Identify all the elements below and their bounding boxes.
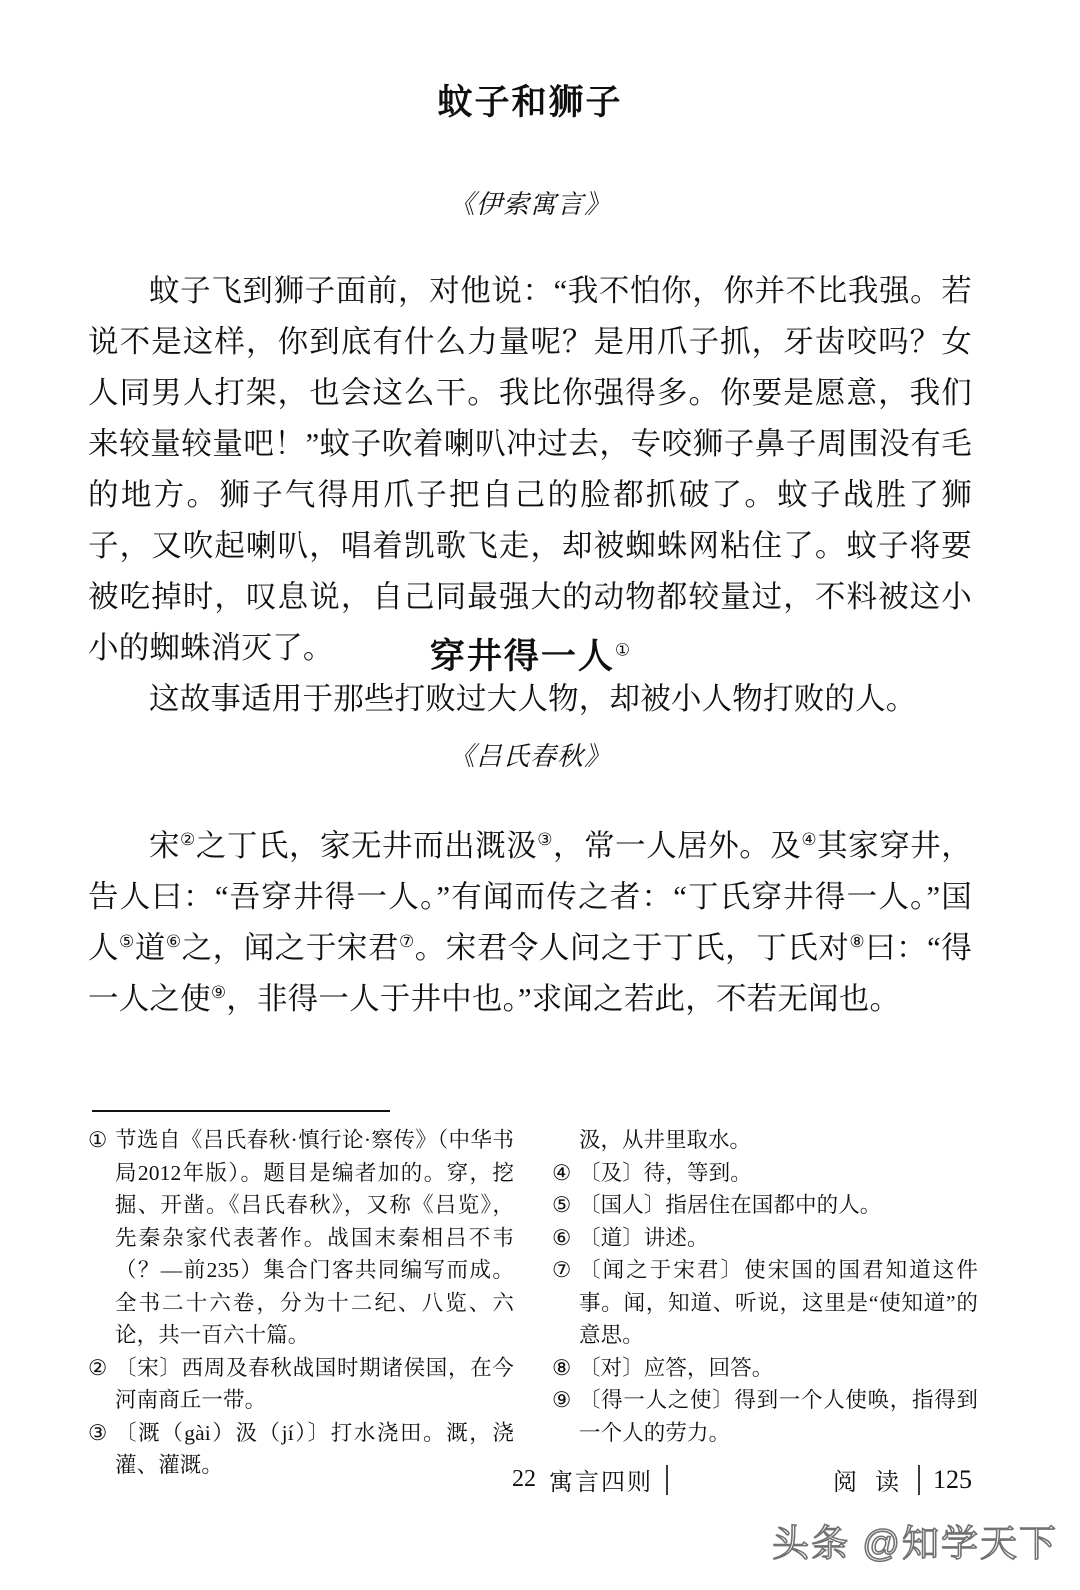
footnote-separator-rule: [92, 1110, 390, 1112]
paragraph-text: ，非得一人于井中也。”求闻之若此，不若无闻也。: [226, 982, 901, 1016]
footnote-column-left: [88, 1124, 514, 1482]
footnote-text: 〔溉（gài）汲（jí）〕打水浇田。溉，浇灌、灌溉。: [115, 1420, 514, 1477]
footnote-marker: ⑧: [552, 1355, 572, 1380]
footnote-item: [552, 1157, 978, 1190]
footnote-marker: ①: [88, 1128, 108, 1152]
footnote-text: 〔宋〕西周及春秋战国时期诸侯国，在今河南商丘一带。: [115, 1355, 514, 1412]
paragraph-text: 。宋君令人问之于丁氏，丁氏对: [414, 931, 850, 965]
footnote-marker: ⑨: [552, 1388, 572, 1412]
footnote-item: [552, 1384, 978, 1449]
footnote-ref-③: ③: [537, 829, 554, 849]
footnote-text: 〔国人〕指居住在国都中的人。: [579, 1193, 882, 1217]
footnote-ref-⑤: ⑤: [119, 931, 135, 951]
footer-section-group: [833, 1462, 972, 1497]
footnote-item: [552, 1254, 978, 1352]
footnote-marker: ③: [88, 1420, 108, 1445]
watermark: 头条 @知学天下: [772, 1523, 1058, 1564]
paragraph-text: 道: [134, 931, 166, 965]
paragraph: [88, 821, 972, 1025]
paragraph-text: 之丁氏，家无井而出溉汲: [195, 829, 538, 863]
footnote-continuation: 汲，从井里取水。: [579, 1128, 752, 1152]
footnote-item: [88, 1124, 514, 1352]
footnote-item: [552, 1222, 978, 1255]
footnote-ref-④: ④: [801, 829, 818, 849]
footnote-item: [552, 1189, 978, 1222]
footnote-ref-1: ①: [614, 640, 631, 660]
footer-chapter: [512, 1462, 668, 1497]
footnote-ref-⑦: ⑦: [398, 931, 415, 951]
paragraph: 这故事适用于那些打败过大人物，却被小人物打败的人。: [149, 682, 917, 716]
paragraph: 蚊子飞到狮子面前，对他说：“我不怕你，你并不比我强。若说不是这样，你到底有什么力量呢？是用爪子抓，牙齿咬吗？女人同男人打架，也会这么干。我比你强得多。你要是愿意，我们来较量较量吧！”蚊子吹着喇叭冲过去，专咬狮子鼻子周围没有毛的地方。狮子气得用爪子把自己的脸都抓破了。蚊子战胜了狮子，又吹起喇叭，唱着凯歌飞走，却被蜘蛛网粘住了。蚊子将要被吃掉时，叹息说，自己同最强大的动物都较量过，不料被这小小的蜘蛛消灭了。: [88, 274, 972, 665]
footnote-text: 节选自《吕氏春秋·慎行论·察传》（中华书局2012年版）。题目是编者加的。穿，挖掘、开凿。《吕氏春秋》，又称《吕览》，先秦杂家代表著作。战国末秦相吕不韦（？—前235）集合门客共同编写而成。全书二十六卷，分为十二纪、八览、六论，共一百六十篇。: [115, 1128, 514, 1347]
article-mosquito-and-lion: [88, 82, 972, 725]
footnote-marker: ⑤: [552, 1193, 572, 1217]
footnotes-section: [88, 1124, 978, 1482]
footnote-text: 〔道〕讲述。: [579, 1225, 709, 1250]
page-number: 125: [933, 1464, 972, 1494]
page-footer: [88, 1462, 972, 1496]
footer-divider: [918, 1465, 920, 1495]
paragraph-text: ，常一人居外。及: [553, 829, 802, 863]
footnote-item: [552, 1352, 978, 1385]
paragraph-text: 之，闻之于宋君: [181, 931, 399, 965]
paragraph-text: 其家穿井，告人曰：“吾穿井得一人。”有闻而传之者：“丁氏穿井得一人。”国人: [88, 829, 972, 965]
article-source: 《伊索寓言》: [448, 190, 611, 219]
footnote-marker: ⑦: [552, 1258, 572, 1282]
paragraph-text: 宋: [149, 829, 181, 863]
footer-chapter-title: 寓言四则: [549, 1470, 653, 1496]
footnote-ref-②: ②: [180, 829, 196, 849]
footnote-ref-⑨: ⑨: [210, 982, 227, 1002]
paragraph-text: 曰：“得一人之使: [88, 931, 972, 1016]
article-title-text: 蚊子和狮子: [437, 83, 623, 122]
article-title: [88, 636, 972, 678]
footnote-text: 〔闻之于宋君〕使宋国的国君知道这件事。闻，知道、听说，这里是“使知道”的意思。: [579, 1258, 978, 1347]
article-title-text: 穿井得一人: [429, 637, 615, 676]
article-digging-a-well: [88, 636, 972, 1025]
footnote-ref-⑥: ⑥: [165, 931, 182, 951]
footnote-marker: ⑥: [552, 1225, 572, 1250]
article-title: [88, 82, 972, 124]
footer-section-label: 阅 读: [833, 1470, 905, 1496]
article-body: [88, 821, 972, 1025]
footnote-item: [88, 1352, 514, 1417]
footer-chapter-number: 22: [512, 1466, 536, 1492]
footnote-text: 〔对〕应答，回答。: [579, 1355, 774, 1380]
footnote-ref-⑧: ⑧: [849, 931, 866, 951]
footer-divider: [666, 1465, 668, 1495]
footnote-column-right: [552, 1124, 978, 1482]
footnote-text: 〔及〕待，等到。: [579, 1160, 752, 1185]
article-source: 《吕氏春秋》: [448, 742, 611, 771]
footnote-marker: ②: [88, 1355, 108, 1380]
footnote-marker: ④: [552, 1160, 572, 1185]
footnote-text: 〔得一人之使〕得到一个人使唤，指得到一个人的劳力。: [579, 1388, 978, 1445]
